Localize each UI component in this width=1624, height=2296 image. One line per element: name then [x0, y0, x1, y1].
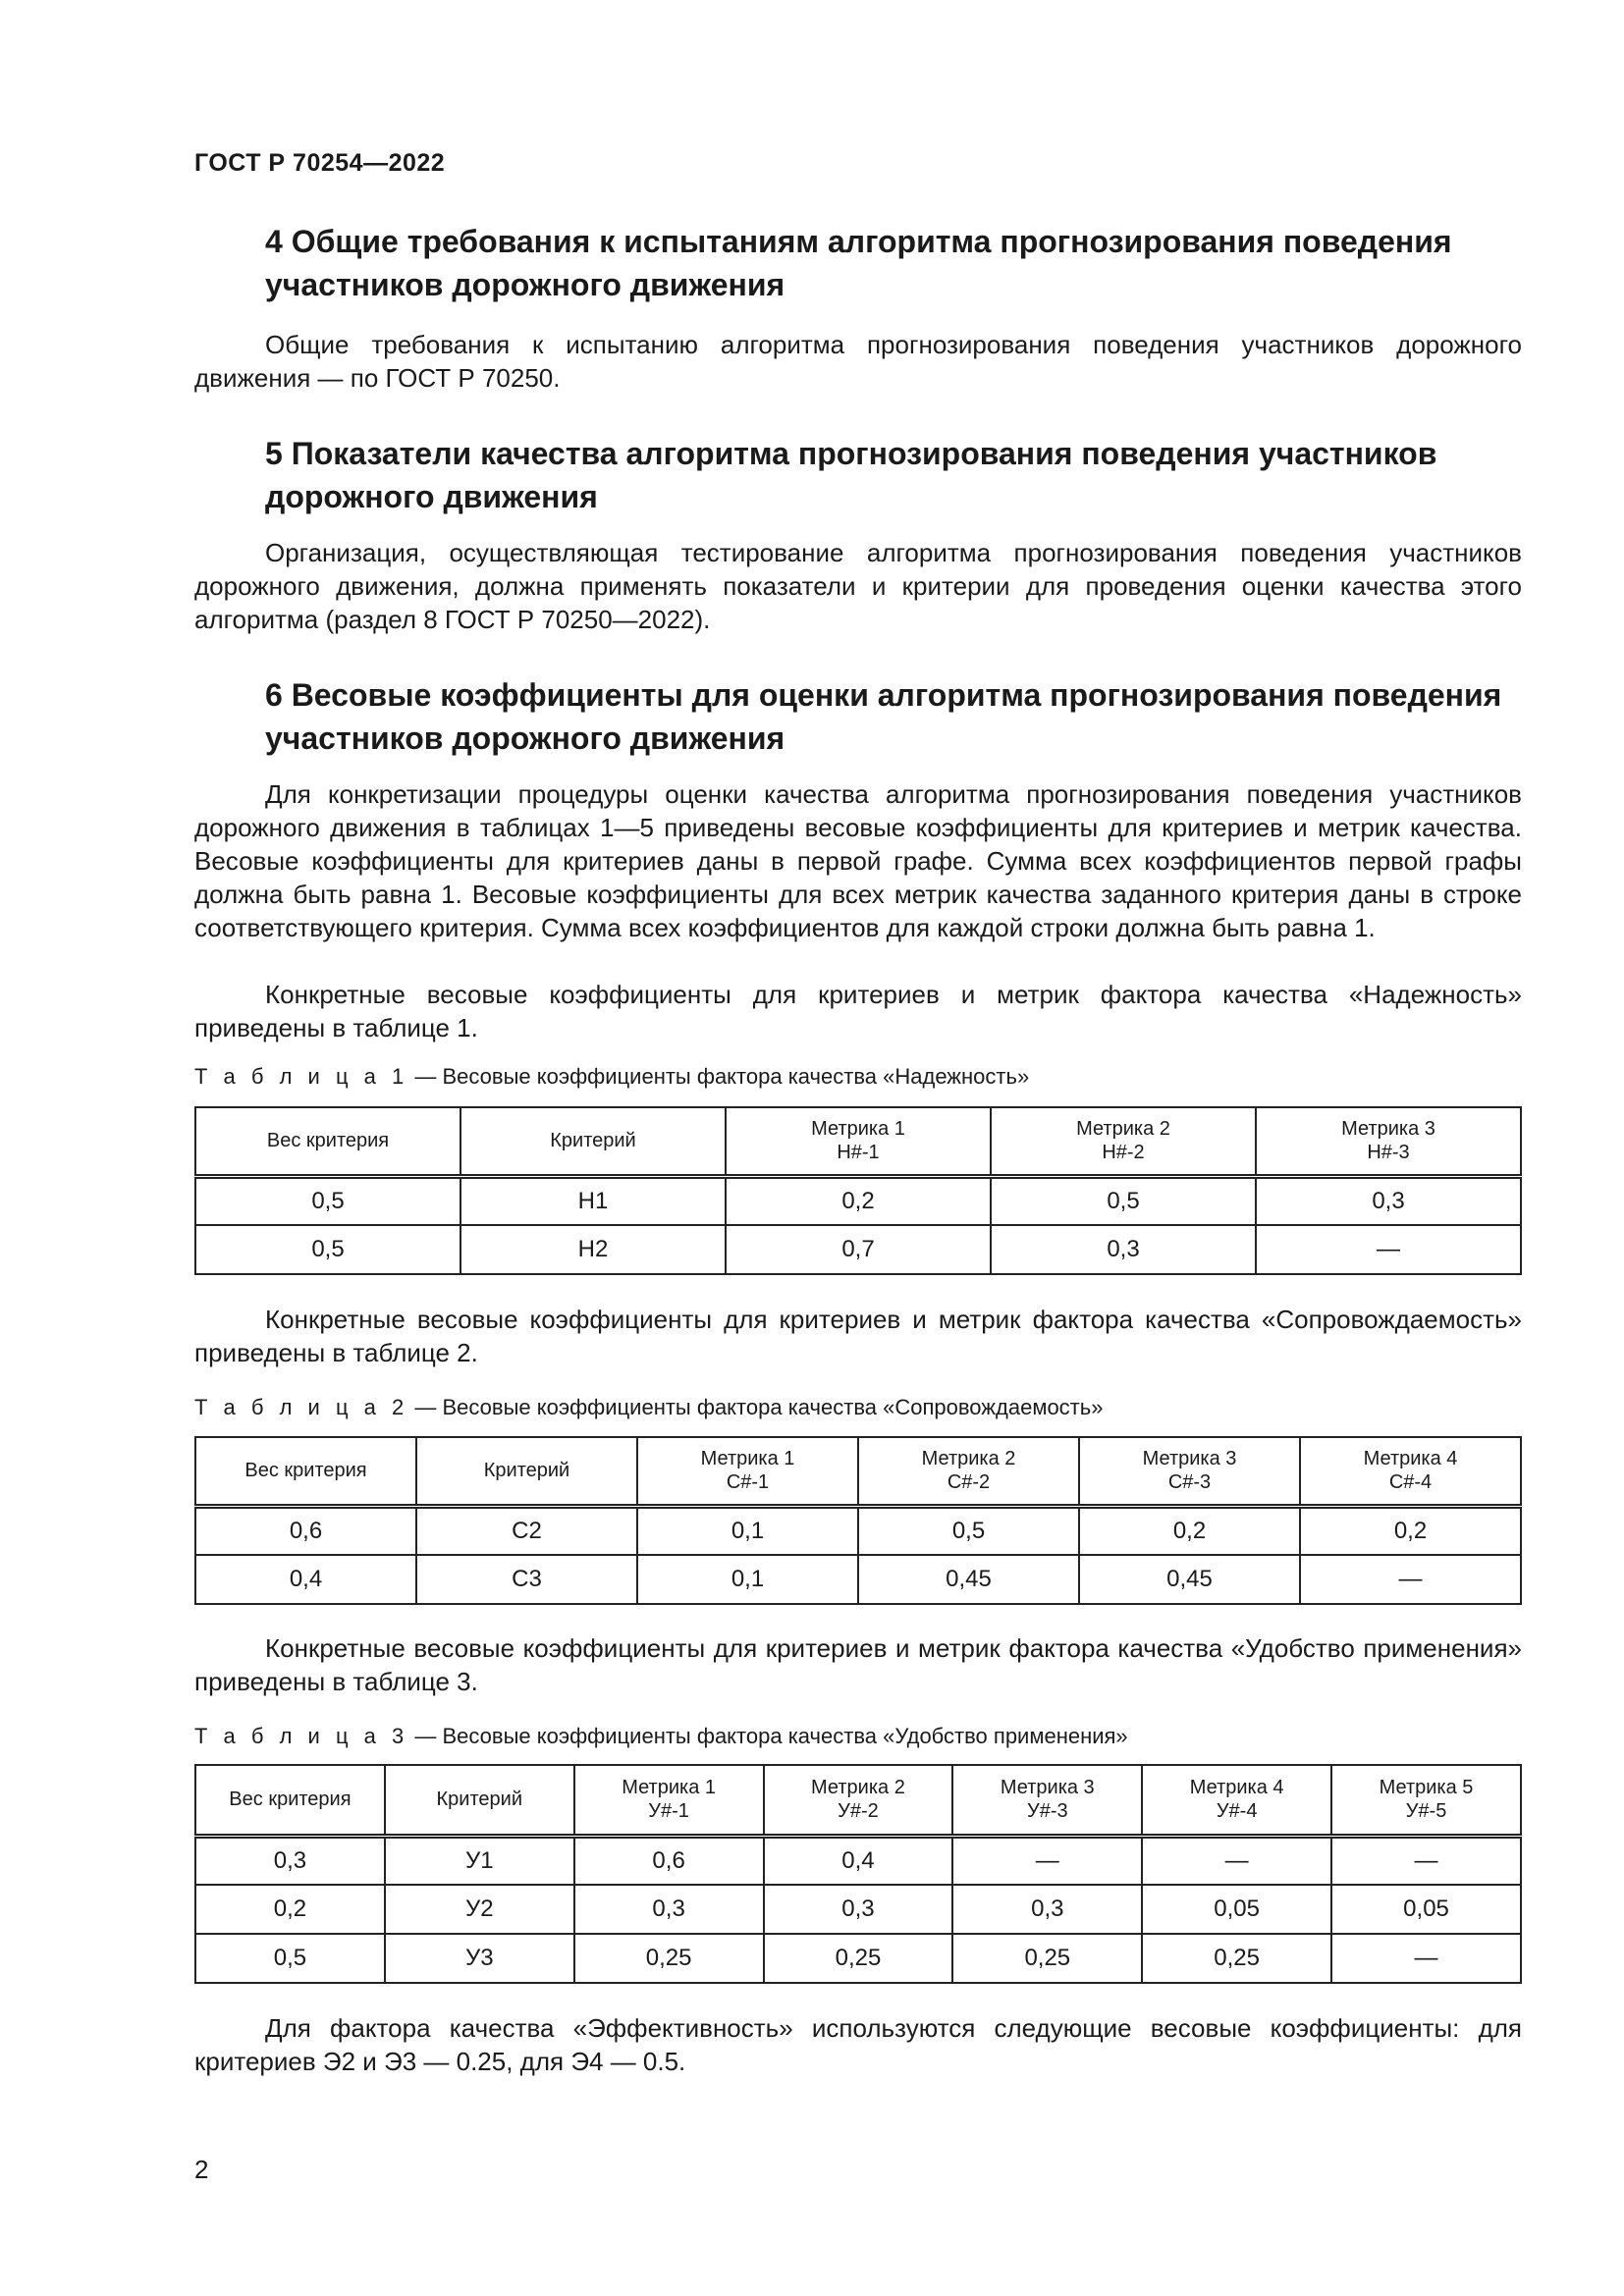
table-cell: 0,3 — [991, 1225, 1256, 1274]
table-cell: 0,45 — [858, 1555, 1079, 1604]
table-row — [195, 1176, 1521, 1225]
table-cell: — — [1142, 1836, 1331, 1885]
table-2-caption — [194, 1395, 1103, 1420]
table-1 — [194, 1106, 1522, 1275]
table-2-intro: Конкретные весовые коэффициенты для критериев и метрик фактора качества «Сопровождаемость» приведены в таблице 2. — [194, 1305, 1522, 1367]
table-3-caption-label: Т а б л и ц а 3 — [194, 1724, 409, 1748]
table-cell: 0,5 — [195, 1934, 385, 1983]
table-cell: 0,3 — [764, 1885, 953, 1934]
table-cell: С3 — [416, 1555, 637, 1604]
table-cell: 0,1 — [637, 1506, 858, 1555]
table-cell: С2 — [416, 1506, 637, 1555]
table-2-header-weight: Вес критерия — [195, 1437, 416, 1506]
table-cell: 0,3 — [574, 1885, 764, 1934]
table-cell: 0,2 — [726, 1176, 991, 1225]
section-5-title: 5 Показатели качества алгоритма прогнозирования поведения участников дорожного движения — [265, 436, 1437, 514]
table-cell: 0,4 — [195, 1555, 416, 1604]
table-1-caption — [194, 1064, 1029, 1090]
section-6-paragraph-1: Для конкретизации процедуры оценки качества алгоритма прогнозирования поведения участников дорожного движения в таблицах 1—5 приведены весовые коэффициенты для критериев и метрик качества. Весовые коэффициенты для критериев даны в первой графе. Сумма всех коэффициентов первой графы должна быть равна 1. Весовые коэффициенты для всех метрик качества заданного критерия даны в строке соответствующего критерия. Сумма всех коэффициентов для каждой строки должна быть равна 1. — [194, 779, 1522, 942]
table-cell: 0,25 — [1142, 1934, 1331, 1983]
table-1-caption-text: — Весовые коэффициенты фактора качества «Надежность» — [414, 1064, 1030, 1089]
table-row — [195, 1225, 1521, 1274]
table-cell: 0,45 — [1079, 1555, 1300, 1604]
table-3-header-metric-4: Метрика 4 У#-4 — [1142, 1765, 1331, 1836]
table-cell: 0,7 — [726, 1225, 991, 1274]
table-cell: — — [952, 1836, 1142, 1885]
section-6-title: 6 Весовые коэффициенты для оценки алгоритма прогнозирования поведения участников дорожного движения — [265, 677, 1502, 756]
table-cell: 0,5 — [195, 1176, 460, 1225]
table-3-header-metric-3: Метрика 3 У#-3 — [952, 1765, 1142, 1836]
table-cell: Н2 — [460, 1225, 726, 1274]
table-1-header-weight: Вес критерия — [195, 1107, 460, 1176]
table-cell: 0,2 — [1079, 1506, 1300, 1555]
table-cell: 0,3 — [195, 1836, 385, 1885]
table-cell: 0,5 — [195, 1225, 460, 1274]
table-cell: Н1 — [460, 1176, 726, 1225]
table-3-header-criterion: Критерий — [385, 1765, 574, 1836]
table-1-header-metric-2: Метрика 2 Н#-2 — [991, 1107, 1256, 1176]
table-2-header-metric-4: Метрика 4 С#-4 — [1300, 1437, 1521, 1506]
table-row — [195, 1836, 1521, 1885]
table-cell: 0,1 — [637, 1555, 858, 1604]
table-cell: 0,6 — [195, 1506, 416, 1555]
table-3-intro: Конкретные весовые коэффициенты для критериев и метрик фактора качества «Удобство применения» приведены в таблице 3. — [194, 1633, 1522, 1696]
table-cell: — — [1331, 1836, 1521, 1885]
table-cell: У3 — [385, 1934, 574, 1983]
table-cell: 0,05 — [1331, 1885, 1521, 1934]
page-number: 2 — [194, 2155, 209, 2184]
table-1-header-metric-3: Метрика 3 Н#-3 — [1256, 1107, 1521, 1176]
table-cell: 0,25 — [574, 1934, 764, 1983]
table-3-header-metric-1: Метрика 1 У#-1 — [574, 1765, 764, 1836]
table-cell: 0,25 — [764, 1934, 953, 1983]
closing-paragraph: Для фактора качества «Эффективность» используются следующие весовые коэффициенты: для критериев Э2 и Э3 — 0.25, для Э4 — 0.5. — [194, 2013, 1522, 2076]
table-cell: У1 — [385, 1836, 574, 1885]
table-cell: 0,2 — [195, 1885, 385, 1934]
table-2-header-metric-1: Метрика 1 С#-1 — [637, 1437, 858, 1506]
table-3-header-weight: Вес критерия — [195, 1765, 385, 1836]
table-cell: 0,3 — [952, 1885, 1142, 1934]
table-row — [195, 1506, 1521, 1555]
table-2-header-metric-2: Метрика 2 С#-2 — [858, 1437, 1079, 1506]
table-3 — [194, 1764, 1522, 1984]
table-2-header-criterion: Критерий — [416, 1437, 637, 1506]
standard-code-header: ГОСТ Р 70254—2022 — [194, 149, 446, 177]
table-3-caption — [194, 1724, 1128, 1749]
table-cell: 0,05 — [1142, 1885, 1331, 1934]
table-cell: 0,6 — [574, 1836, 764, 1885]
table-cell: 0,25 — [952, 1934, 1142, 1983]
table-2-caption-text: — Весовые коэффициенты фактора качества «Сопровождаемость» — [414, 1395, 1104, 1419]
section-4-title: 4 Общие требования к испытаниям алгоритма прогнозирования поведения участников дорожного движения — [265, 224, 1452, 302]
table-cell: 0,5 — [858, 1506, 1079, 1555]
table-row — [195, 1885, 1521, 1934]
table-cell: — — [1300, 1555, 1521, 1604]
table-3-header-metric-2: Метрика 2 У#-2 — [764, 1765, 953, 1836]
table-3-header-metric-5: Метрика 5 У#-5 — [1331, 1765, 1521, 1836]
table-cell: — — [1256, 1225, 1521, 1274]
section-6-paragraph-2: Конкретные весовые коэффициенты для критериев и метрик фактора качества «Надежность» приведены в таблице 1. — [194, 980, 1522, 1042]
section-5-paragraph: Организация, осуществляющая тестирование алгоритма прогнозирования поведения участников дорожного движения, должна применять показатели и критерии для проведения оценки качества этого алгоритма (раздел 8 ГОСТ Р 70250—2022). — [194, 538, 1522, 634]
table-1-caption-label: Т а б л и ц а 1 — [194, 1064, 409, 1089]
table-cell: У2 — [385, 1885, 574, 1934]
table-2-header-metric-3: Метрика 3 С#-3 — [1079, 1437, 1300, 1506]
section-4-paragraph: Общие требования к испытанию алгоритма прогнозирования поведения участников дорожного движения — по ГОСТ Р 70250. — [194, 330, 1522, 393]
table-3-caption-text: — Весовые коэффициенты фактора качества «Удобство применения» — [414, 1724, 1128, 1748]
table-cell: 0,3 — [1256, 1176, 1521, 1225]
table-1-header-criterion: Критерий — [460, 1107, 726, 1176]
table-1-header-metric-1: Метрика 1 Н#-1 — [726, 1107, 991, 1176]
table-row — [195, 1934, 1521, 1983]
table-cell: 0,5 — [991, 1176, 1256, 1225]
table-cell: — — [1331, 1934, 1521, 1983]
table-row — [195, 1555, 1521, 1604]
table-2 — [194, 1436, 1522, 1605]
table-cell: 0,4 — [764, 1836, 953, 1885]
table-2-caption-label: Т а б л и ц а 2 — [194, 1395, 409, 1419]
table-cell: 0,2 — [1300, 1506, 1521, 1555]
